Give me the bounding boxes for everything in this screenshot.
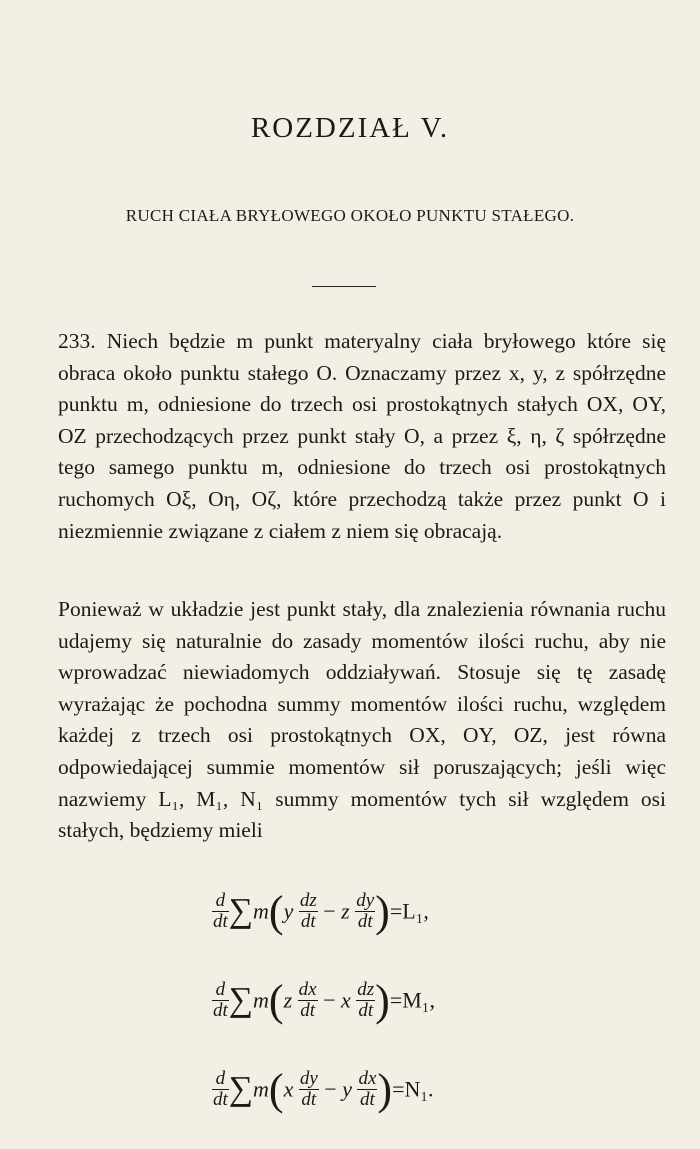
sum-symbol: ∑ xyxy=(228,981,254,1019)
chapter-subtitle: RUCH CIAŁA BRYŁOWEGO OKOŁO PUNKTU STAŁEGO. xyxy=(125,206,575,225)
rhs-value: N₁. xyxy=(404,1076,434,1102)
mass-symbol: m xyxy=(253,987,269,1013)
mass-symbol: m xyxy=(253,1076,269,1102)
title-rule xyxy=(312,286,376,287)
paragraph-2-text: Ponieważ w układzie jest punkt stały, dla znalezienia równania ruchu udajemy się naturalnie do zasady momentów ilości ruchu, aby nie wprowadzać niewiadomych oddziaływań. Stosuje się tę zasadę wyrażając że pochodna summy momentów ilości ruchu, względem każdej z trzech osi prostokątnych OX, OY, OZ, jest równa odpowiedającej summie momentów sił poruszających; jeśli więc nazwiemy L₁, M₁, N₁ summy momentów tych sił względem osi stałych, będziemy mieli xyxy=(58,597,666,843)
sum-symbol: ∑ xyxy=(228,1070,254,1108)
paragraph-233 xyxy=(58,326,666,547)
equation-2: $\frac{d}{dt}$ ∑m(z $\frac{dx}{dt}$ − x $\frac{dz}{dt}$ )=M₁, xyxy=(213,976,435,1025)
equation-1: $\frac{d}{dt}$ ∑m(y $\frac{dz}{dt}$ − z $\frac{dy}{dt}$ )=L₁, xyxy=(213,887,429,936)
outer-derivative: $\frac{d}{dt}$ xyxy=(213,890,228,932)
rhs-value: M₁, xyxy=(402,987,435,1013)
rhs-value: L₁, xyxy=(402,898,429,924)
chapter-title: ROZDZIAŁ V. xyxy=(250,112,450,144)
paragraph-1-text: 233. Niech będzie m punkt materyalny ciała bryłowego które się obraca około punktu stałego O. Oznaczamy przez x, y, z spółrzędne punktu m, odniesione do trzech osi prostokątnych stałych OX, OY, OZ przechodzących przez punkt stały O, a przez ξ, η, ζ spółrzędne tego samego punktu m, odniesione do trzech osi prostokątnych ruchomych Oξ, Oη, Oζ, które przechodzą także przez punkt O i niezmiennie związane z ciałem z niem się obracają. xyxy=(58,329,666,543)
outer-derivative: $\frac{d}{dt}$ xyxy=(213,1068,228,1110)
equation-3: $\frac{d}{dt}$ ∑m(x $\frac{dy}{dt}$ − y $\frac{dx}{dt}$ )=N₁. xyxy=(213,1065,434,1114)
sum-symbol: ∑ xyxy=(228,892,254,930)
mass-symbol: m xyxy=(253,898,269,924)
outer-derivative: $\frac{d}{dt}$ xyxy=(213,979,228,1021)
paragraph-moments xyxy=(58,594,666,847)
